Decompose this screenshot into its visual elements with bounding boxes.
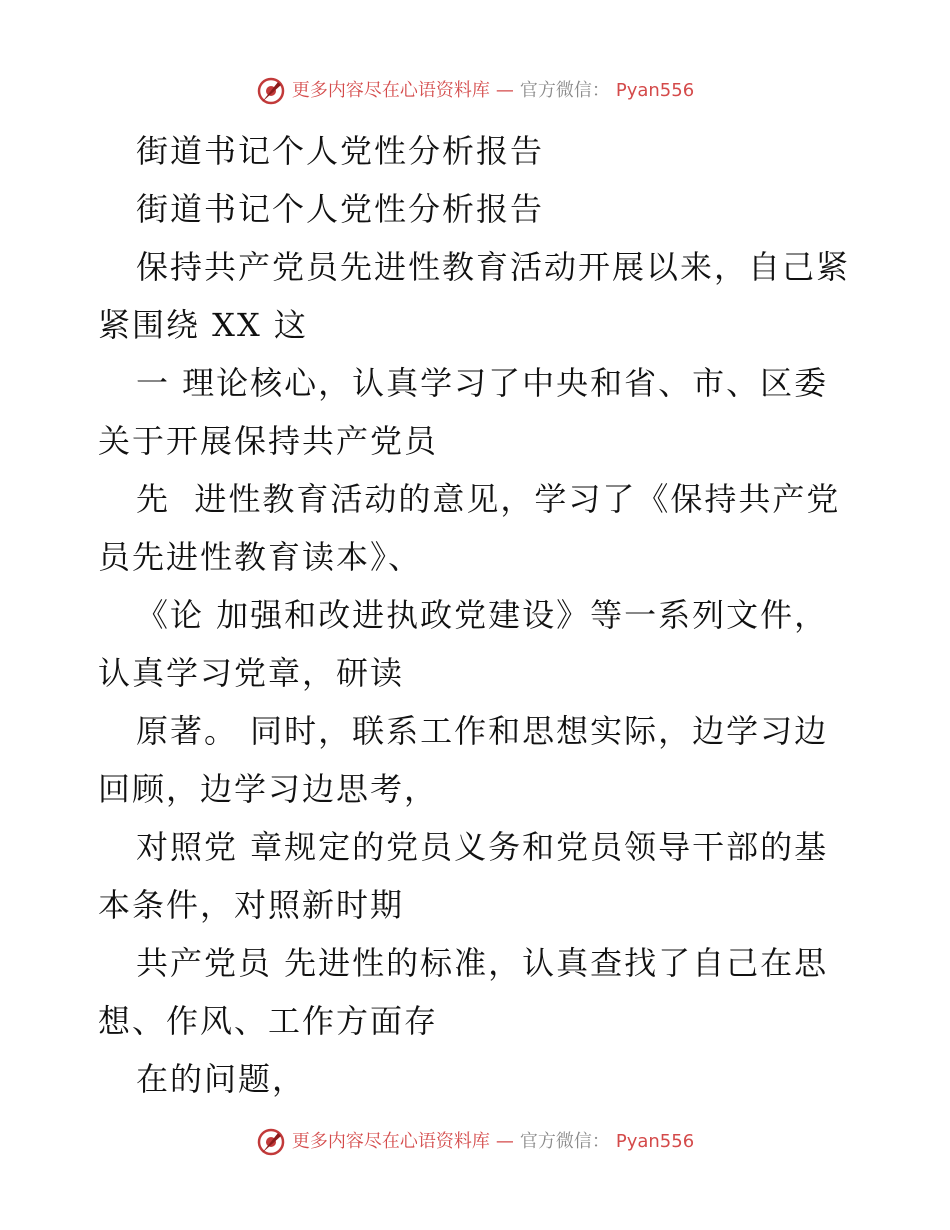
- document-line: 回顾，边学习边思考，: [98, 770, 439, 808]
- watermark-wechat-label: 官方微信：: [519, 80, 610, 101]
- document-body: [98, 122, 858, 1108]
- document-line: 先 进性教育活动的意见，学习了《保持共产党: [136, 480, 841, 518]
- watermark-dash: —: [495, 1131, 514, 1152]
- watermark-wechat-id: Pyan556: [615, 1131, 695, 1152]
- document-line: 街道书记个人党性分析报告: [136, 132, 545, 170]
- document-line: 《论 加强和改进执政党建设》等一系列文件，: [136, 596, 829, 634]
- watermark-wechat-label: 官方微信：: [519, 1131, 610, 1152]
- document-line: 对照党 章规定的党员义务和党员领导干部的基: [136, 828, 829, 866]
- document-line: 员先进性教育读本》、: [98, 538, 423, 576]
- footer-watermark: [0, 1127, 950, 1157]
- document-line: 认真学习党章，研读: [98, 654, 405, 692]
- document-line: 街道书记个人党性分析报告: [136, 190, 545, 228]
- quill-logo-icon: [256, 76, 286, 106]
- document-line: 关于开展保持共产党员: [98, 422, 439, 460]
- watermark-dash: —: [495, 80, 514, 101]
- watermark-text: 更多内容尽在心语资料库: [291, 1131, 490, 1152]
- quill-logo-icon: [256, 1127, 286, 1157]
- document-line: 在的问题，: [136, 1060, 307, 1098]
- header-watermark: [0, 76, 950, 106]
- document-line: 一 理论核心，认真学习了中央和省、市、区委: [136, 364, 829, 402]
- document-line: 紧围绕 XX 这: [98, 306, 308, 344]
- watermark-text: 更多内容尽在心语资料库: [291, 80, 490, 101]
- document-line: 原著。 同时，联系工作和思想实际，边学习边: [136, 712, 829, 750]
- document-line: 共产党员 先进性的标准，认真查找了自己在思: [136, 944, 829, 982]
- watermark-wechat-id: Pyan556: [615, 80, 695, 101]
- document-line: 保持共产党员先进性教育活动开展以来，自己紧: [136, 248, 851, 286]
- document-line: 想、作风、工作方面存: [98, 1002, 439, 1040]
- document-line: 本条件，对照新时期: [98, 886, 405, 924]
